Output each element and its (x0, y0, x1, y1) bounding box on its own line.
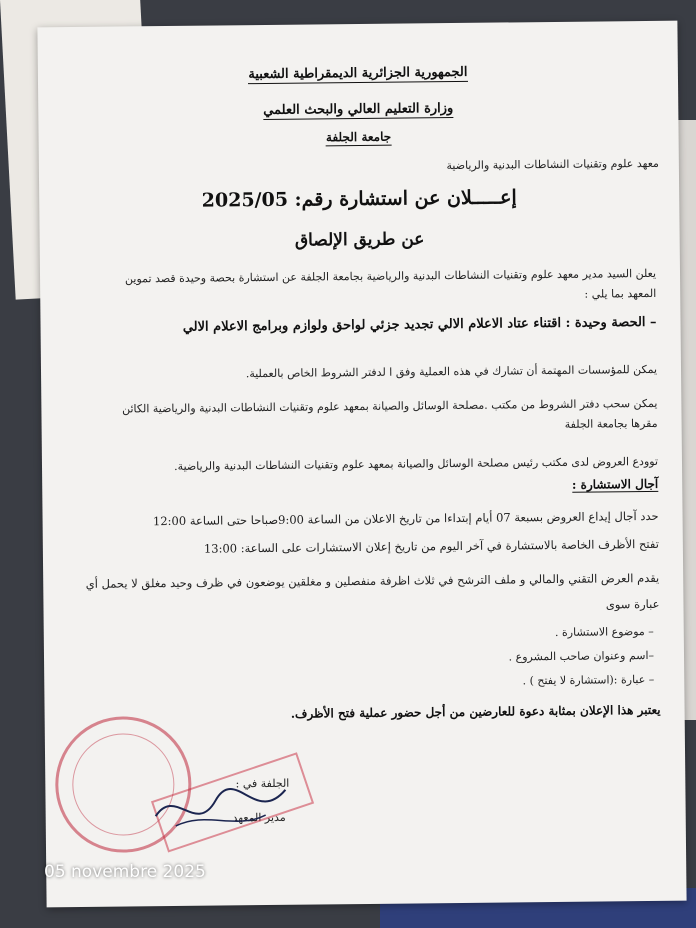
withdraw-line-1: يمكن سحب دفتر الشروط من مكتب .مصلحة الوسائل والصيانة بمعهد علوم وتقنيات النشاطات البدنية والرياضية الكائن (121, 396, 658, 416)
invitation-text: يعتبر هذا الإعلان بمثابة دعوة للعارضين من أجل حضور عملية فتح الأظرف. (290, 702, 661, 721)
place-date-label: الجلفة في : (235, 776, 290, 791)
submission-line-2: عبارة سوى (605, 596, 660, 612)
university-header: جامعة الجلفة (325, 129, 392, 145)
withdraw-line-2: مقرها بجامعة الجلفة (564, 416, 658, 431)
handwritten-signature (145, 765, 306, 847)
notice-subtitle: عن طريق الإلصاق (294, 229, 425, 251)
submission-line-1: يقدم العرض التقني والمالي و ملف الترشح في ثلاث اظرفة منفصلين و مغلقين يوضعون في ظرف وحيد مغلق لا يحمل أي (85, 570, 660, 591)
bullet-item: – موضوع الاستشارة . (554, 624, 654, 639)
photo-date-overlay: 05 novembre 2025 (44, 862, 206, 882)
institute-name: معهد علوم وتقنيات النشاطات البدنية والرياضية (446, 156, 659, 173)
intro-line-1: يعلن السيد مدير معهد علوم وتقنيات النشاطات البدنية والرياضية بجامعة الجلفة عن استشارة بحصة وحيدة قصد تموين (124, 266, 657, 286)
deadline-heading: آجال الاستشارة : (571, 476, 659, 492)
lot-description: – الحصة وحيدة : اقتناء عتاد الاعلام الالي تجديد جزئي لواحق ولوازم وبرامج الاعلام الالي (182, 314, 657, 335)
republic-header: الجمهورية الجزائرية الديمقراطية الشعبية (248, 64, 468, 83)
deadline-line-1: حدد آجال إيداع العروض بسبعة 07 أيام إبتداءا من تاريخ الاعلان من الساعة 9:00صباحا حتى الساعة 12:00 (152, 508, 659, 529)
deposit-text: توودع العروض لدى مكتب رئيس مصلحة الوسائل والصيانة بمعهد علوم وتقنيات النشاطات البدنية والرياضية. (174, 454, 659, 473)
deadline-line-2: تفتح الأظرف الخاصة بالاستشارة في آخر اليوم من تاريخ إعلان الاستشارات على الساعة: 13:00 (203, 536, 659, 556)
eligibility-text: يمكن للمؤسسات المهتمة أن تشارك في هذه العملية وفق ا لدفتر الشروط الخاص بالعملية. (245, 362, 658, 381)
bullet-item: –اسم وعنوان صاحب المشروع . (508, 648, 655, 664)
ministry-header: وزارة التعليم العالي والبحث العلمي (263, 101, 454, 119)
director-signature-label: مدير المعهد (232, 810, 286, 825)
intro-line-2: المعهد بما يلي : (584, 286, 657, 301)
notice-title: إعـــــلان عن استشارة رقم: 2025/05 (201, 186, 517, 212)
bullet-item: – عبارة :(استشارة لا يفتح ) . (522, 672, 655, 688)
announcement-page (37, 21, 686, 908)
